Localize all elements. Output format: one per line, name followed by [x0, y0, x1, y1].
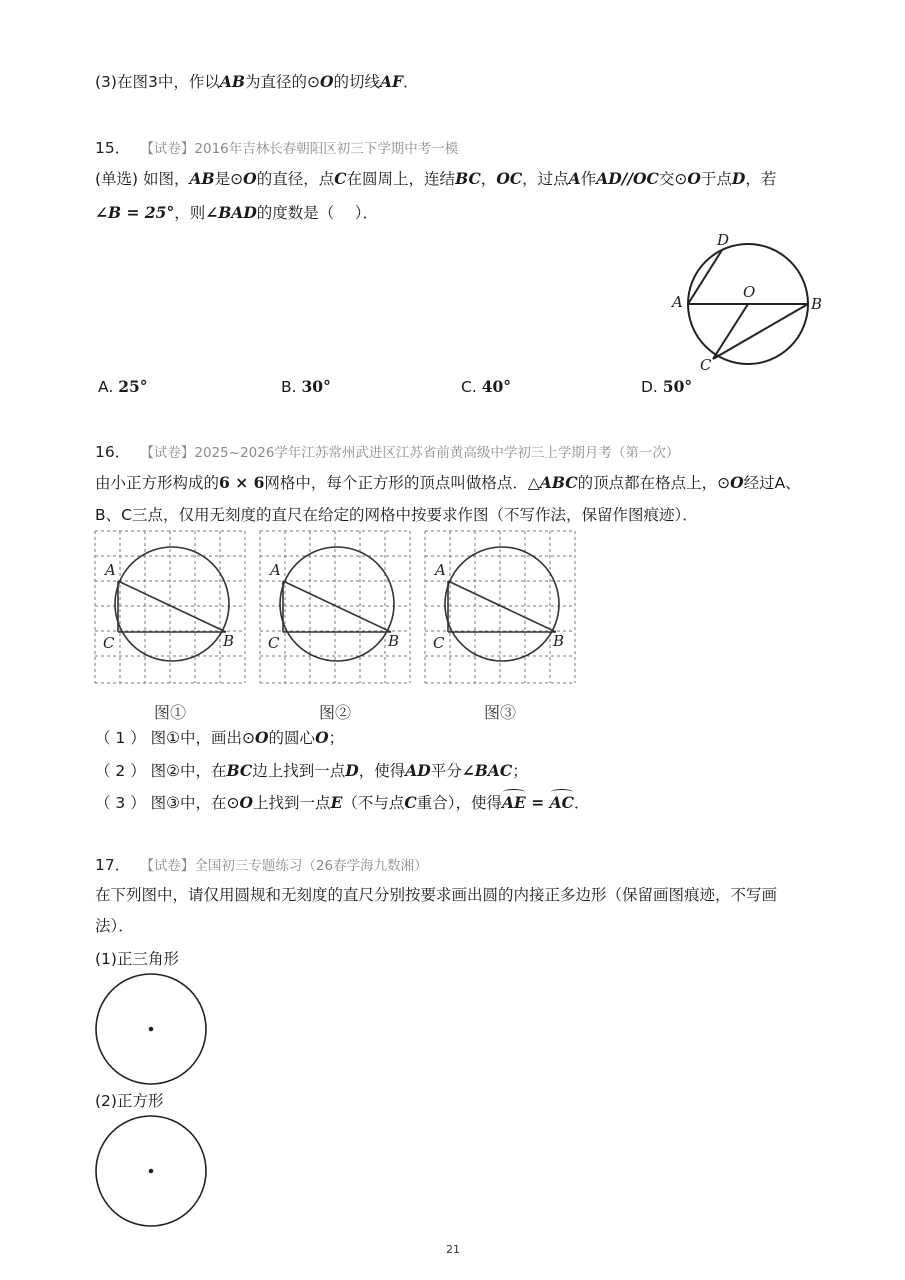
q16-sub3: （ 3 ） 图③中，在⊙O上找到一点E（不与点C重合），使得AE = AC．: [95, 793, 590, 812]
figure-caption: 图②: [319, 703, 352, 722]
arc-ac: AC: [549, 793, 575, 812]
q15-circle-figure: [660, 228, 830, 376]
question-number: 17．: [95, 856, 131, 874]
circle-center: [149, 1027, 154, 1032]
label-b: B: [553, 632, 565, 650]
q17-stem-line2: 法）．: [95, 917, 134, 935]
q15-header: [95, 136, 458, 158]
circle-o: [115, 547, 229, 661]
label-o: O: [743, 283, 756, 301]
q17-part2-label: (2)正方形: [95, 1092, 164, 1110]
q17-circle-triangle: [94, 972, 208, 1086]
q15-stem-line1: (单选) 如图，AB是⊙O的直径，点C在圆周上，连结BC，OC，过点A作AD//OC交⊙O于点D，若: [95, 169, 777, 188]
choice-c[interactable]: C. 40°: [461, 377, 512, 396]
choice-a[interactable]: A. 25°: [98, 377, 148, 396]
label-b: B: [388, 632, 400, 650]
label-b: B: [223, 632, 235, 650]
label-c: C: [103, 634, 115, 652]
circle-center: [149, 1169, 154, 1174]
question-number: 16．: [95, 443, 131, 461]
label-a: A: [672, 293, 683, 311]
label-c: C: [433, 634, 445, 652]
circle-o: [280, 547, 394, 661]
label-a: A: [105, 561, 116, 579]
segment-oc: [713, 304, 748, 359]
q16-stem-line1: 由小正方形构成的6 × 6网格中，每个正方形的顶点叫做格点．△ABC的顶点都在格点上，⊙O经过A、: [95, 473, 801, 492]
circle-o: [445, 547, 559, 661]
chord-ad: [688, 250, 722, 304]
figure-caption: 图①: [154, 703, 187, 722]
label-d: D: [717, 231, 730, 249]
q16-header: [95, 440, 679, 462]
label-c: C: [700, 356, 712, 374]
q16-grid-figure-1: [92, 528, 252, 728]
q15-stem-line2: ∠B = 25°，则∠BAD的度数是（ ）．: [95, 203, 378, 222]
label-a: A: [270, 561, 281, 579]
chord-bc: [713, 304, 808, 359]
choice-d[interactable]: D. 50°: [641, 377, 693, 396]
q17-header: [95, 853, 428, 875]
q14-part3: (3)在图3中，作以AB为直径的⊙O的切线AF．: [95, 72, 419, 91]
question-source: 【试卷】2016年吉林长春朝阳区初三下学期中考一模: [140, 141, 459, 157]
q16-grid-figure-2: [257, 528, 417, 728]
q16-stem-line2: B、C三点，仅用无刻度的直尺在给定的网格中按要求作图（不写作法，保留作图痕迹）．: [95, 506, 698, 524]
q16-sub1: （ 1 ） 图①中，画出⊙O的圆心O；: [95, 728, 345, 747]
q17-circle-square: [94, 1114, 208, 1228]
question-source: 【试卷】全国初三专题练习（26春学海九数湘）: [140, 858, 428, 874]
page-number: 21: [446, 1243, 460, 1256]
q17-part1-label: (1)正三角形: [95, 950, 179, 968]
label-c: C: [268, 634, 280, 652]
question-source: 【试卷】2025~2026学年江苏常州武进区江苏省前黄高级中学初三上学期月考（第一次）: [140, 445, 680, 461]
question-number: 15．: [95, 139, 131, 157]
label-b: B: [811, 295, 823, 313]
q16-grid-figure-3: [422, 528, 582, 728]
q16-sub2: （ 2 ） 图②中，在BC边上找到一点D，使得AD平分∠BAC；: [95, 761, 528, 780]
q17-stem-line1: 在下列图中，请仅用圆规和无刻度的直尺分别按要求画出圆的内接正多边形（保留画图痕迹，不写画: [95, 886, 778, 904]
choice-b[interactable]: B. 30°: [281, 377, 331, 396]
label-a: A: [435, 561, 446, 579]
arc-ae: AE: [502, 793, 526, 812]
figure-caption: 图③: [484, 703, 517, 722]
